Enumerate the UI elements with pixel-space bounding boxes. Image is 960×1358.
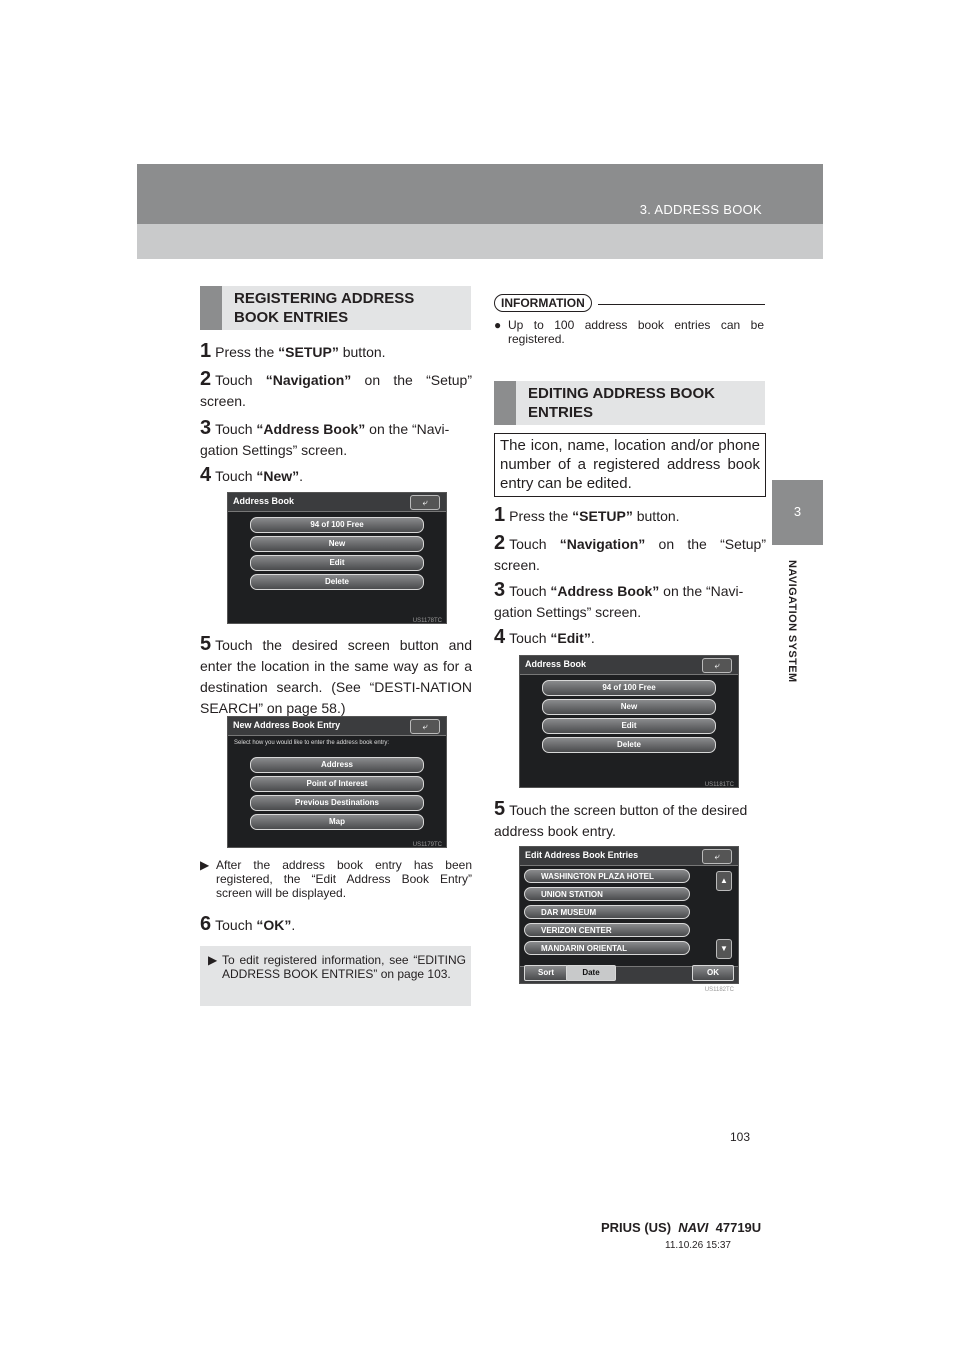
edit-button[interactable]: Edit: [250, 555, 424, 571]
information-label: INFORMATION: [494, 294, 592, 312]
section-title: 3. ADDRESS BOOK: [639, 202, 762, 217]
scroll-up-icon[interactable]: ▲: [716, 871, 732, 891]
back-icon[interactable]: ⤶: [702, 658, 732, 673]
free-count-button[interactable]: 94 of 100 Free: [250, 517, 424, 533]
delete-button[interactable]: Delete: [250, 574, 424, 590]
left-step-6: 6 Touch “OK”.: [200, 913, 296, 935]
entry-button[interactable]: DAR MUSEUM: [524, 905, 690, 919]
left-step-4: 4 Touch “New”.: [200, 464, 304, 486]
screenshot-address-book-edit: Address Book ⤶ 94 of 100 Free New Edit Delete US1181TC: [519, 655, 739, 788]
back-icon[interactable]: ⤶: [702, 849, 732, 864]
previous-destinations-button[interactable]: Previous Destinations: [250, 795, 424, 811]
new-button[interactable]: New: [542, 699, 716, 715]
information-rule: [598, 304, 765, 305]
entry-button[interactable]: MANDARIN ORIENTAL: [524, 941, 690, 955]
model-code: PRIUS (US) NAVI 47719U: [601, 1220, 762, 1235]
free-count-button[interactable]: 94 of 100 Free: [542, 680, 716, 696]
right-step-5: 5 Touch the screen button of the desired address book entry.: [494, 798, 748, 839]
left-step-3: 3 Touch “Address Book” on the “Navi-gation Settings” screen.: [200, 417, 450, 458]
right-step-3: 3 Touch “Address Book” on the “Navi-gation Settings” screen.: [494, 579, 744, 620]
scroll-down-icon[interactable]: ▼: [716, 939, 732, 959]
edit-button[interactable]: Edit: [542, 718, 716, 734]
entry-button[interactable]: WASHINGTON PLAZA HOTEL: [524, 869, 690, 883]
left-bullet-note: ▶ After the address book entry has been registered, the “Edit Address Book Entry” screen will be displayed.: [200, 858, 472, 900]
left-step-1: 1 Press the “SETUP” button.: [200, 340, 386, 362]
address-button[interactable]: Address: [250, 757, 424, 773]
triangle-bullet-icon: ▶: [208, 953, 218, 967]
editing-intro-box: The icon, name, location and/or phone number of a registered address book entry can be edited.: [494, 433, 766, 497]
ok-button[interactable]: OK: [692, 965, 734, 981]
chapter-number: 3: [793, 504, 802, 519]
right-step-4: 4 Touch “Edit”.: [494, 626, 595, 648]
left-step-5: 5 Touch the desired screen button and enter the location in the same way as for a destination search. (See “DESTI-NATION SEARCH” on page 58.): [200, 633, 472, 716]
page-number: 103: [730, 1130, 751, 1144]
chapter-label: NAVIGATION SYSTEM: [786, 560, 798, 683]
left-note-box: ▶ To edit registered information, see “EDITING ADDRESS BOOK ENTRIES” on page 103.: [200, 946, 471, 1006]
sort-button[interactable]: Sort: [524, 965, 568, 981]
left-step-2: 2 Touch “Navigation” on the “Setup” screen.: [200, 368, 472, 409]
right-step-2: 2 Touch “Navigation” on the “Setup” screen.: [494, 532, 766, 573]
screenshot-new-address-book-entry: New Address Book Entry ⤶ Select how you would like to enter the address book entry: Address Point of Interest Previous Destinations Map US1179TC: [227, 716, 447, 848]
triangle-bullet-icon: ▶: [200, 858, 210, 872]
information-text: ● Up to 100 address book entries can be registered.: [494, 318, 764, 346]
map-button[interactable]: Map: [250, 814, 424, 830]
entry-button[interactable]: UNION STATION: [524, 887, 690, 901]
delete-button[interactable]: Delete: [542, 737, 716, 753]
date-button[interactable]: Date: [566, 965, 616, 981]
screenshot-address-book-new: Address Book ⤶ 94 of 100 Free New Edit Delete US1178TC: [227, 492, 447, 624]
editing-heading: EDITING ADDRESS BOOK ENTRIES: [494, 381, 765, 425]
right-step-1: 1 Press the “SETUP” button.: [494, 504, 680, 526]
information-block: [494, 294, 765, 312]
registering-heading: REGISTERING ADDRESS BOOK ENTRIES: [200, 286, 471, 330]
poi-button[interactable]: Point of Interest: [250, 776, 424, 792]
new-button[interactable]: New: [250, 536, 424, 552]
back-icon[interactable]: ⤶: [410, 719, 440, 734]
print-date: 11.10.26 15:37: [665, 1240, 731, 1251]
bullet-dot-icon: ●: [494, 318, 502, 332]
entry-button[interactable]: VERIZON CENTER: [524, 923, 690, 937]
screenshot-edit-address-book-entries: Edit Address Book Entries ⤶ WASHINGTON PLAZA HOTEL UNION STATION DAR MUSEUM VERIZON CENTER MANDARIN ORIENTAL ▲ ▼ Sort Date OK US1182TC: [519, 846, 739, 984]
back-icon[interactable]: ⤶: [410, 495, 440, 510]
